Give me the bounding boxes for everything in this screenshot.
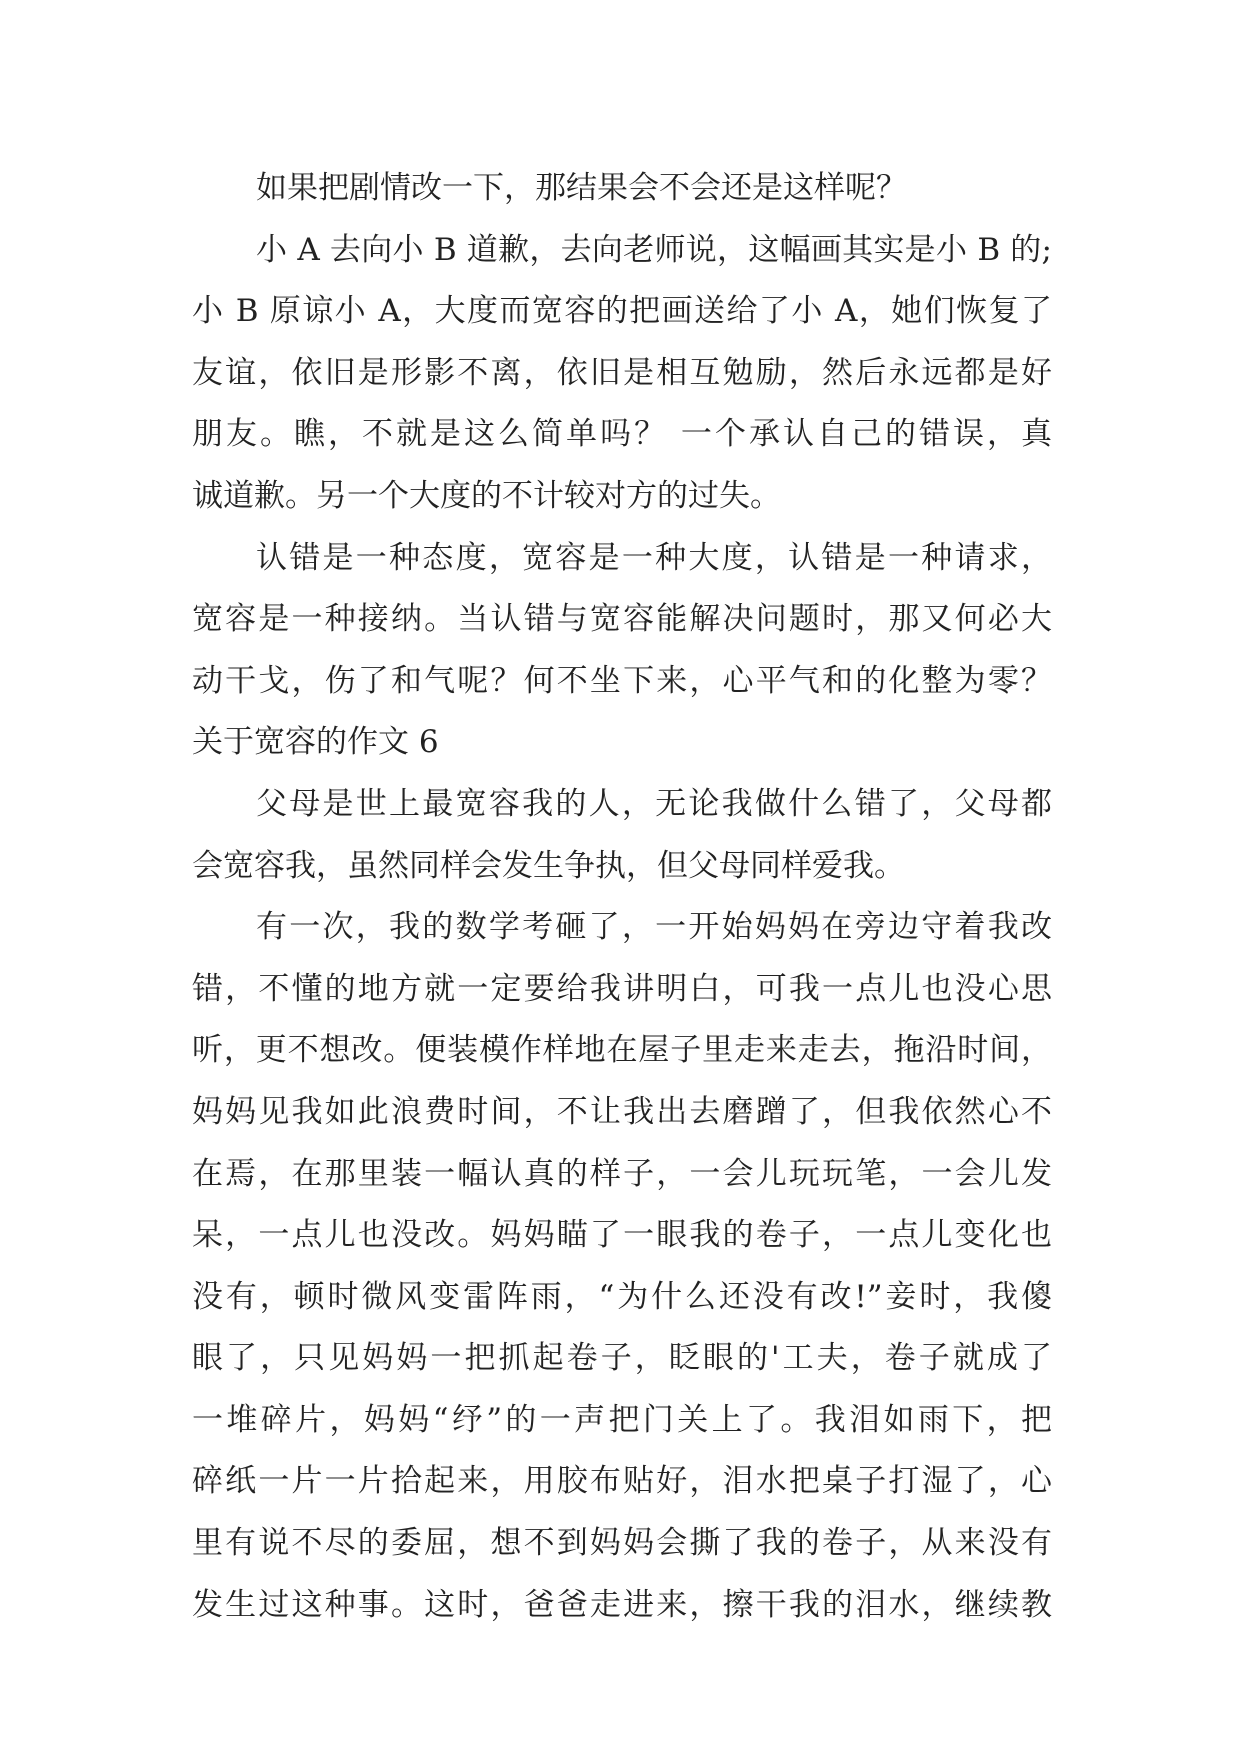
paragraph xyxy=(192,897,1052,1636)
text-line: 小 B 原谅小 A，大度而宽容的把画送给了小 A，她们恢复了 xyxy=(192,293,1052,330)
text-line: 没有，顿时微风变雷阵雨，“为什么还没有改!”妾时，我傻 xyxy=(192,1278,1052,1315)
text-line: 在焉，在那里装一幅认真的样子，一会儿玩玩笔，一会儿发 xyxy=(192,1155,1052,1192)
paragraph xyxy=(192,158,1052,220)
text-line: 认错是一种态度，宽容是一种大度，认错是一种请求， xyxy=(256,539,1052,576)
text-line: 错，不懂的地方就一定要给我讲明白，可我一点儿也没心思 xyxy=(192,970,1052,1007)
text-line: 诚道歉。另一个大度的不计较对方的过失。 xyxy=(192,477,781,514)
text-line: 友谊，依旧是形影不离，依旧是相互勉励，然后永远都是好 xyxy=(192,354,1052,391)
text-line: 动干戈，伤了和气呢？何不坐下来，心平气和的化整为零？ xyxy=(192,662,1052,699)
text-line: 碎纸一片一片拾起来，用胶布贴好，泪水把桌子打湿了，心 xyxy=(192,1463,1052,1500)
text-line: 父母是世上最宽容我的人，无论我做什么错了，父母都 xyxy=(256,785,1052,822)
text-line: 听，更不想改。便装模作样地在屋子里走来走去，拖沿时间， xyxy=(192,1032,1052,1069)
paragraph xyxy=(192,220,1052,528)
text-line: 里有说不尽的委屈，想不到妈妈会撕了我的卷子，从来没有 xyxy=(192,1525,1052,1562)
section-heading xyxy=(192,712,1052,774)
text-line: 有一次，我的数学考砸了，一开始妈妈在旁边守着我改 xyxy=(256,909,1052,946)
text-line: 发生过这种事。这时，爸爸走进来，擦干我的泪水，继续教 xyxy=(192,1586,1052,1623)
paragraph xyxy=(192,528,1052,713)
text-line: 会宽容我，虽然同样会发生争执，但父母同样爱我。 xyxy=(192,847,905,884)
text-line: 一堆碎片，妈妈“纾”的一声把门关上了。我泪如雨下，把 xyxy=(192,1401,1052,1438)
text-line: 小 A 去向小 B 道歉，去向老师说，这幅画其实是小 B 的; xyxy=(256,231,1052,268)
paragraph xyxy=(192,774,1052,897)
text-line: 朋友。瞧，不就是这么简单吗？ 一个承认自己的错误，真 xyxy=(192,416,1052,453)
section-heading-text: 关于宽容的作文 6 xyxy=(192,724,439,761)
text-line: 眼了，只见妈妈一把抓起卷子，眨眼的'工夫，卷子就成了 xyxy=(192,1340,1052,1377)
essay-body xyxy=(192,158,1052,1636)
text-line: 宽容是一种接纳。当认错与宽容能解决问题时，那又何必大 xyxy=(192,601,1052,638)
text-line: 妈妈见我如此浪费时间，不让我出去磨蹭了，但我依然心不 xyxy=(192,1093,1052,1130)
text-line: 呆，一点儿也没改。妈妈瞄了一眼我的卷子，一点儿变化也 xyxy=(192,1217,1052,1254)
text-line: 如果把剧情改一下，那结果会不会还是这样呢？ xyxy=(256,170,907,206)
